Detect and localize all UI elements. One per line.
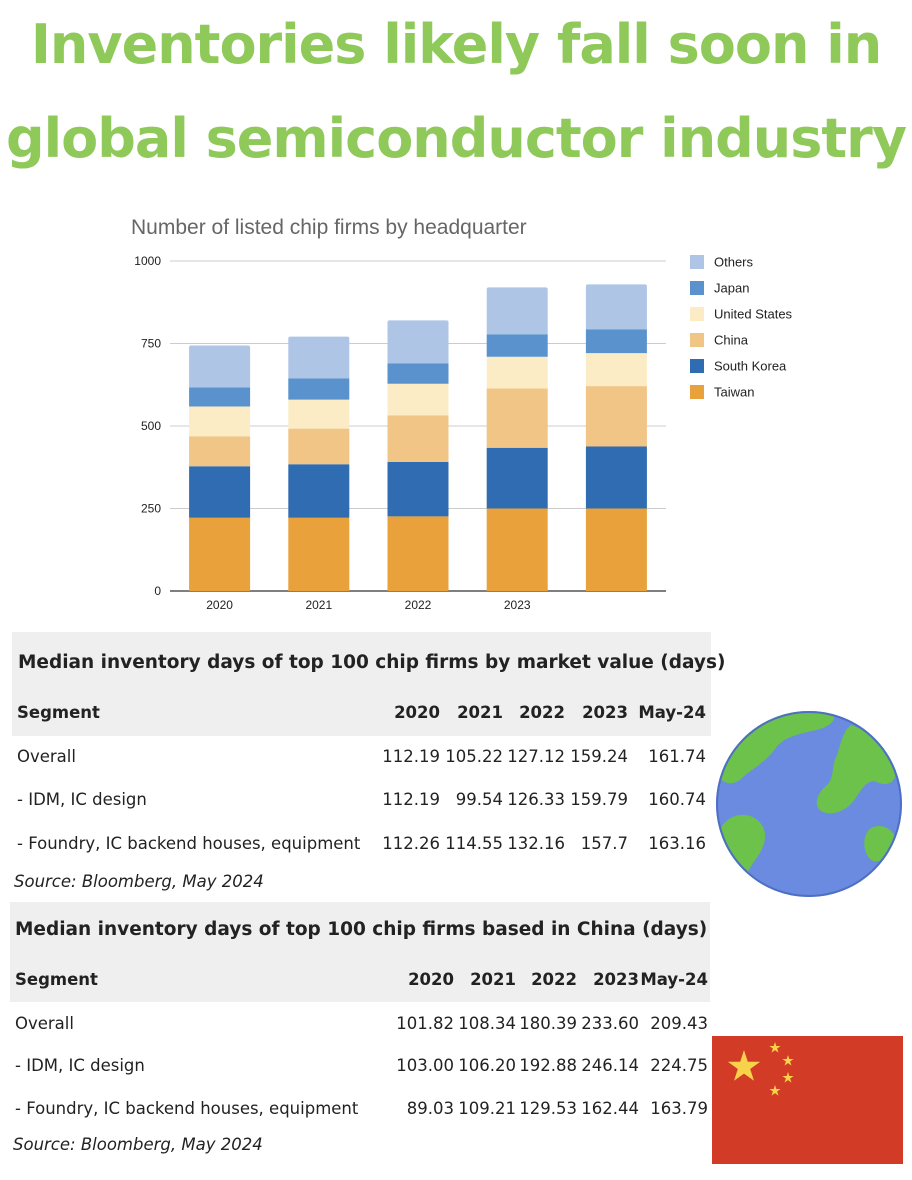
bar-segment-taiwan [487, 509, 548, 592]
table-cell: 224.75 [650, 1056, 708, 1075]
column-header: 2023 [593, 970, 639, 989]
table-cell: 246.14 [581, 1056, 639, 1075]
table-cell: 112.19 [382, 747, 440, 766]
headline-line-2: global semiconductor industry [5, 107, 907, 170]
bar-segment-united-states [388, 384, 449, 416]
column-header: 2021 [457, 703, 503, 722]
bar-segment-japan [189, 387, 250, 406]
table-cell: 209.43 [650, 1014, 708, 1033]
inventory-table-global [12, 632, 726, 897]
y-tick-label: 500 [140, 419, 161, 433]
table-cell: 159.79 [570, 790, 628, 809]
bar-segment-china [586, 386, 647, 446]
bar-segment-china [388, 415, 449, 462]
row-label: Overall [17, 747, 76, 766]
table-cell: 126.33 [507, 790, 565, 809]
bar-segment-united-states [487, 357, 548, 389]
table-cell: 99.54 [455, 790, 503, 809]
legend-swatch [690, 333, 704, 347]
table-title: Median inventory days of top 100 chip firms based in China (days) [15, 919, 708, 940]
column-header: May-24 [638, 703, 706, 722]
inventory-table-china [10, 902, 710, 1167]
column-header: 2020 [394, 703, 440, 722]
bar-segment-china [189, 436, 250, 466]
column-header: May-24 [640, 970, 708, 989]
bar-segment-united-states [586, 353, 647, 386]
table-cell: 89.03 [406, 1099, 454, 1118]
bar-segment-south-korea [586, 446, 647, 508]
column-header: 2020 [408, 970, 454, 989]
row-label: - IDM, IC design [17, 790, 147, 809]
bar-segment-china [487, 388, 548, 447]
china-flag-icon [712, 1036, 903, 1164]
table-title: Median inventory days of top 100 chip firms by market value (days) [18, 652, 726, 673]
legend-swatch [690, 281, 704, 295]
bar-segment-japan [388, 363, 449, 383]
table-source: Source: Bloomberg, May 2024 [14, 872, 264, 891]
table-source: Source: Bloomberg, May 2024 [13, 1135, 263, 1154]
y-tick-label: 1000 [134, 254, 161, 268]
legend-label: Taiwan [714, 384, 755, 400]
column-header: 2022 [519, 703, 565, 722]
table-cell: 161.74 [648, 747, 706, 766]
legend-swatch [690, 359, 704, 373]
table-cell: 101.82 [396, 1014, 454, 1033]
table-cell: 132.16 [507, 834, 565, 853]
row-label: - IDM, IC design [15, 1056, 145, 1075]
bar-segment-taiwan [586, 509, 647, 592]
legend-label: South Korea [714, 358, 787, 374]
legend-label: China [714, 332, 748, 348]
y-tick-label: 250 [140, 501, 161, 516]
globe-icon [713, 707, 905, 901]
table-cell: 103.00 [396, 1056, 454, 1075]
bar-segment-japan [487, 334, 548, 356]
legend-label: Others [714, 254, 754, 270]
bar-segment-south-korea [388, 462, 449, 516]
column-header: 2022 [531, 970, 577, 989]
x-tick-label: 2022 [404, 598, 432, 612]
table-cell: 163.16 [648, 834, 706, 853]
table-cell: 129.53 [519, 1099, 577, 1118]
table-cell: 192.88 [519, 1056, 577, 1075]
bar-segment-taiwan [189, 518, 250, 591]
bar-segment-south-korea [288, 464, 349, 517]
table-cell: 127.12 [507, 747, 565, 766]
table-cell: 112.19 [382, 790, 440, 809]
bar-segment-united-states [189, 407, 250, 437]
table-cell: 160.74 [648, 790, 706, 809]
column-header: Segment [17, 703, 100, 722]
legend-swatch [690, 255, 704, 269]
bar-segment-others [189, 345, 250, 387]
legend-swatch [690, 385, 704, 399]
table-cell: 162.44 [581, 1099, 639, 1118]
legend-swatch [690, 307, 704, 321]
bar-segment-south-korea [189, 466, 250, 517]
x-tick-label: 2023 [503, 598, 531, 612]
table-cell: 109.21 [458, 1099, 516, 1118]
bar-segment-united-states [288, 400, 349, 429]
row-label: Overall [15, 1014, 74, 1033]
legend-label: Japan [714, 280, 750, 296]
table-cell: 114.55 [445, 834, 503, 853]
table-cell: 159.24 [570, 747, 628, 766]
x-tick-label: 2021 [305, 598, 333, 612]
table-cell: 106.20 [458, 1056, 516, 1075]
table-cell: 233.60 [581, 1014, 639, 1033]
table-cell: 105.22 [445, 747, 503, 766]
bar-segment-japan [586, 329, 647, 353]
bar-segment-taiwan [388, 516, 449, 591]
bar-segment-china [288, 429, 349, 465]
bar-segment-others [288, 337, 349, 379]
bar-segment-japan [288, 378, 349, 399]
bar-segment-others [388, 320, 449, 363]
headline-line-1: Inventories likely fall soon in [30, 13, 882, 76]
row-label: - Foundry, IC backend houses, equipment [15, 1099, 359, 1118]
y-tick-label: 0 [154, 584, 161, 598]
bar-segment-others [586, 284, 647, 329]
bar-segment-others [487, 287, 548, 334]
table-cell: 180.39 [519, 1014, 577, 1033]
table-cell: 157.7 [580, 834, 628, 853]
table-cell: 112.26 [382, 834, 440, 853]
row-label: - Foundry, IC backend houses, equipment [17, 834, 361, 853]
column-header: 2023 [582, 703, 628, 722]
y-tick-label: 750 [140, 336, 161, 351]
x-tick-label: 2020 [206, 598, 233, 612]
column-header: Segment [15, 970, 98, 989]
table-cell: 163.79 [650, 1099, 708, 1118]
table-cell: 108.34 [458, 1014, 516, 1033]
bar-segment-south-korea [487, 448, 548, 509]
legend-label: United States [714, 306, 793, 322]
column-header: 2021 [470, 970, 516, 989]
chart-title: Number of listed chip firms by headquarter [131, 216, 527, 239]
bar-segment-taiwan [288, 518, 349, 591]
